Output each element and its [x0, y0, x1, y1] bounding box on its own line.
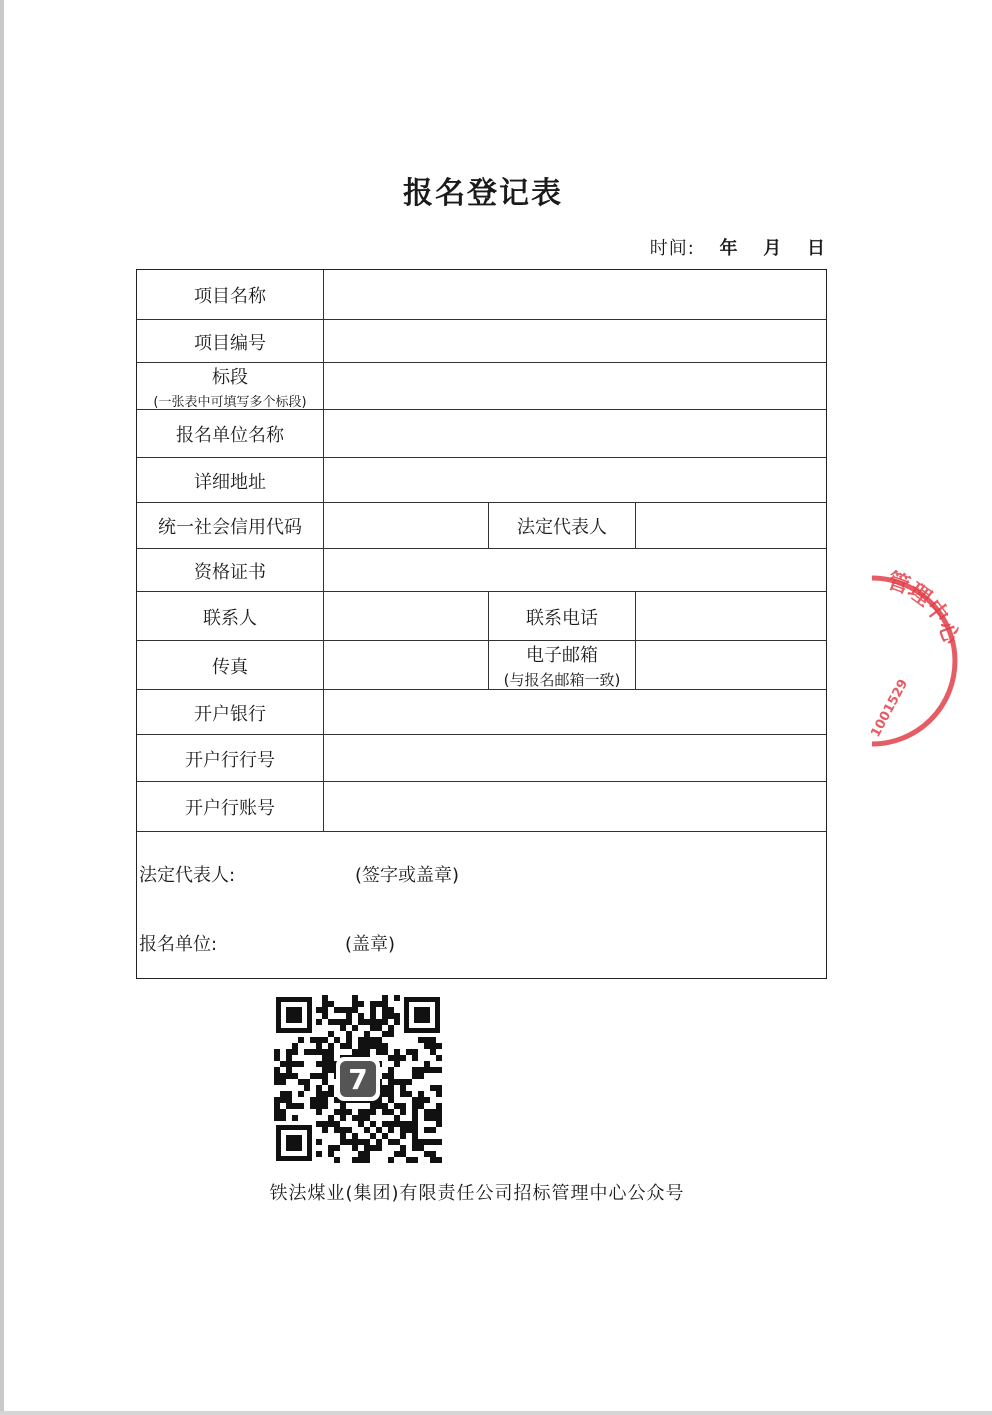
form-row — [137, 734, 826, 782]
unit-sign-note[interactable]: (盖章) — [345, 934, 396, 955]
project-code-label: 项目编号 — [137, 320, 324, 363]
bank-account-label: 开户行账号 — [137, 782, 324, 832]
company-name-label: 报名单位名称 — [137, 410, 324, 458]
legal-rep-sign-note[interactable]: (签字或盖章) — [355, 865, 460, 886]
email-label: 电子邮箱 — [526, 645, 598, 666]
email-note: (与报名邮箱一致) — [503, 671, 621, 689]
legal-rep-field[interactable] — [636, 503, 826, 549]
legal-rep-label: 法定代表人 — [489, 503, 636, 549]
section-label: 标段 — [212, 367, 248, 388]
form-row — [137, 502, 826, 549]
form-row — [137, 548, 826, 592]
form-row — [137, 319, 826, 363]
legal-rep-sign-label: 法定代表人: — [139, 865, 236, 886]
qr-code — [274, 995, 442, 1163]
project-name-field[interactable] — [324, 270, 826, 319]
date-label: 时间: — [649, 238, 695, 259]
fax-field[interactable] — [324, 641, 489, 690]
address-label: 详细地址 — [137, 458, 324, 503]
section-label-cell — [137, 363, 324, 410]
bank-account-field[interactable] — [324, 782, 826, 832]
contact-field[interactable] — [324, 592, 489, 641]
page-title: 报名登记表 — [403, 176, 563, 211]
form-row — [137, 457, 826, 503]
section-field[interactable] — [324, 363, 826, 410]
svg-text:1001529: 1001529 — [868, 676, 912, 740]
scan-edge — [0, 1411, 992, 1415]
bank-code-label: 开户行行号 — [137, 735, 324, 782]
company-name-field[interactable] — [324, 410, 826, 458]
signature-area — [137, 831, 826, 978]
date-year: 年 — [719, 238, 739, 259]
section-note: (一张表中可填写多个标段) — [153, 395, 307, 410]
footer-caption: 铁法煤业(集团)有限责任公司招标管理中心公众号 — [269, 1183, 685, 1204]
email-label-cell — [489, 641, 636, 690]
fax-label: 传真 — [137, 641, 324, 690]
credit-code-field[interactable] — [324, 503, 489, 549]
qualification-label: 资格证书 — [137, 549, 324, 592]
project-name-label: 项目名称 — [137, 270, 324, 319]
date-month: 月 — [763, 238, 783, 259]
project-code-field[interactable] — [324, 320, 826, 363]
qualification-field[interactable] — [324, 549, 826, 592]
registration-form — [136, 269, 827, 979]
credit-code-label: 统一社会信用代码 — [137, 503, 324, 549]
form-row — [137, 640, 826, 690]
form-row — [137, 409, 826, 458]
bank-code-field[interactable] — [324, 735, 826, 782]
unit-sign-label: 报名单位: — [139, 934, 218, 955]
phone-field[interactable] — [636, 592, 826, 641]
official-seal-icon — [840, 566, 980, 756]
form-row — [137, 362, 826, 410]
date-day: 日 — [807, 238, 826, 259]
contact-label: 联系人 — [137, 592, 324, 641]
email-field[interactable] — [636, 641, 826, 690]
date-line — [650, 234, 826, 260]
form-row — [137, 689, 826, 735]
bank-field[interactable] — [324, 690, 826, 735]
svg-text:管理中心: 管理中心 — [883, 568, 964, 648]
form-row — [137, 591, 826, 641]
address-field[interactable] — [324, 458, 826, 503]
form-row — [137, 781, 826, 832]
form-row — [137, 270, 826, 319]
bank-label: 开户银行 — [137, 690, 324, 735]
qr-logo-icon: 7 — [348, 1063, 368, 1096]
phone-label: 联系电话 — [489, 592, 636, 641]
